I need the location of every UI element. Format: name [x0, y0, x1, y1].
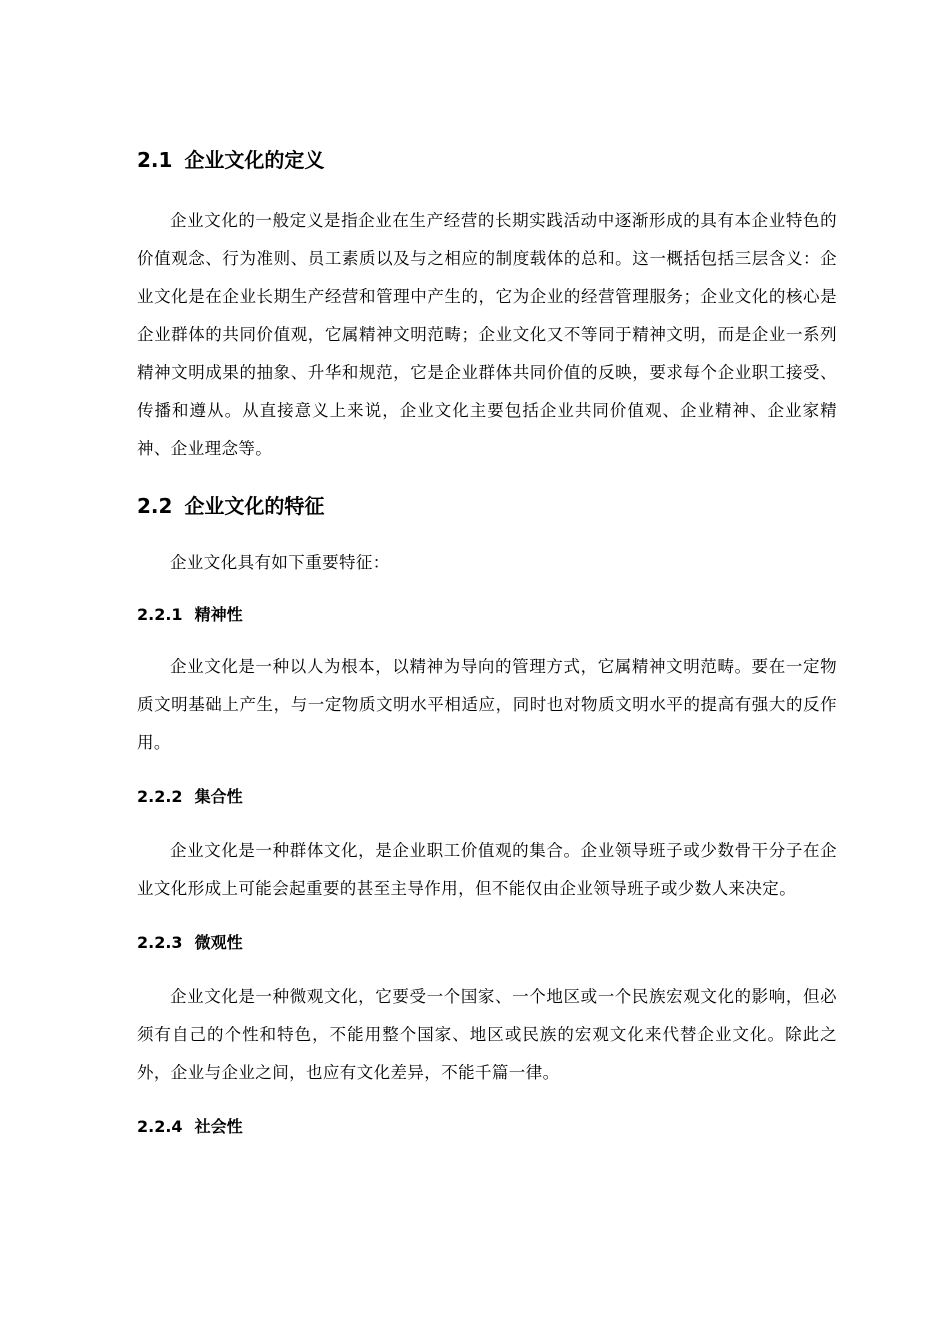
paragraph-spirituality: 企业文化是一种以人为根本，以精神为导向的管理方式，它属精神文明范畴。要在一定物质文明基础上产生，与一定物质文明水平相适应，同时也对物质文明水平的提高有强大的反作用。 — [137, 657, 837, 752]
subsection-heading-2-2-2 — [137, 780, 837, 814]
section-title: 企业文化的定义 — [184, 148, 325, 172]
subsection-number: 2.2.4 — [137, 1117, 183, 1136]
section-number: 2.2 — [137, 494, 173, 518]
subsection-title: 精神性 — [194, 605, 243, 624]
subsection-number: 2.2.1 — [137, 605, 183, 624]
subsection-heading-2-2-3 — [137, 926, 837, 960]
paragraph-features-intro: 企业文化具有如下重要特征： — [170, 553, 390, 572]
document-page — [137, 140, 837, 1144]
paragraph-collectivity: 企业文化是一种群体文化，是企业职工价值观的集合。企业领导班子或少数骨干分子在企业文化形成上可能会起重要的甚至主导作用，但不能仅由企业领导班子或少数人来决定。 — [137, 841, 837, 898]
subsection-number: 2.2.3 — [137, 933, 183, 952]
section-title: 企业文化的特征 — [184, 494, 325, 518]
section-number: 2.1 — [137, 148, 173, 172]
paragraph-micro: 企业文化是一种微观文化，它要受一个国家、一个地区或一个民族宏观文化的影响，但必须有自己的个性和特色，不能用整个国家、地区或民族的宏观文化来代替企业文化。除此之外，企业与企业之间，也应有文化差异，不能千篇一律。 — [137, 987, 837, 1082]
subsection-title: 微观性 — [194, 933, 243, 952]
subsection-heading-2-2-1 — [137, 598, 837, 632]
subsection-title: 集合性 — [194, 787, 243, 806]
section-heading-2-1 — [137, 140, 837, 180]
subsection-heading-2-2-4 — [137, 1110, 837, 1144]
subsection-title: 社会性 — [194, 1117, 243, 1136]
subsection-number: 2.2.2 — [137, 787, 183, 806]
paragraph-definition: 企业文化的一般定义是指企业在生产经营的长期实践活动中逐渐形成的具有本企业特色的价值观念、行为准则、员工素质以及与之相应的制度载体的总和。这一概括包括三层含义：企业文化是在企业长期生产经营和管理中产生的，它为企业的经营管理服务；企业文化的核心是企业群体的共同价值观，它属精神文明范畴；企业文化又不等同于精神文明，而是企业一系列精神文明成果的抽象、升华和规范，它是企业群体共同价值的反映，要求每个企业职工接受、传播和遵从。从直接意义上来说，企业文化主要包括企业共同价值观、企业精神、企业家精神、企业理念等。 — [137, 211, 837, 458]
section-heading-2-2 — [137, 486, 837, 526]
